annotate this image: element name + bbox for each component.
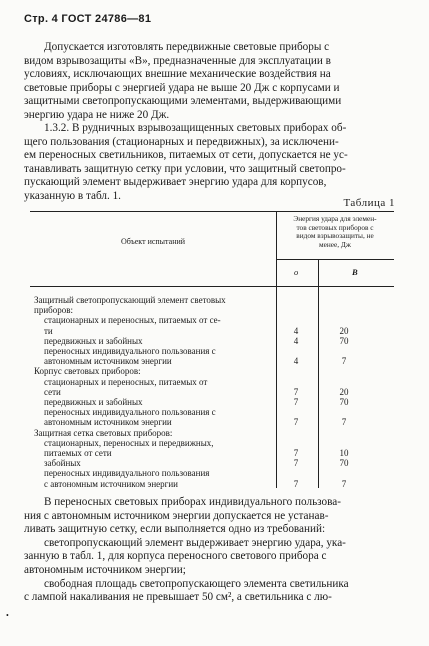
text-line: Допускается изготовлять передвижные световые приборы с: [44, 41, 330, 53]
row-label: переносных индивидуального пользования с: [44, 346, 216, 356]
column-header-object: Объект испытаний: [120, 237, 186, 246]
header-line: тов световых приборов с: [296, 222, 374, 232]
value-o: 7: [293, 386, 299, 397]
row-label: Корпус световых приборов:: [34, 366, 141, 377]
text-line: свободная площадь светопропускающего элемента светильника: [44, 577, 349, 590]
table-header-rule: [30, 286, 394, 287]
margin-mark: •: [6, 611, 9, 620]
text-line: занную в табл. 1, для корпуса переносного светового прибора с: [24, 550, 327, 563]
value-v: 7: [341, 417, 347, 428]
header-line: менее, Дж: [319, 239, 351, 249]
table-top-rule: [30, 211, 394, 212]
row-label: переносных индивидуального пользования с: [44, 407, 216, 418]
paragraph-3: [24, 496, 402, 605]
table-column-rule: [276, 211, 277, 488]
page-header: Стр. 4 ГОСТ 24786—81: [24, 13, 152, 25]
value-v: 7: [341, 356, 347, 367]
value-o: 7: [293, 478, 299, 489]
text-line: ливать защитную сетку, если выполняется одно из требований:: [24, 523, 326, 536]
row-label: стационарных и переносных, питаемых от се-: [44, 315, 221, 326]
value-o: 4: [293, 356, 299, 367]
value-v: 70: [339, 335, 349, 346]
row-label: стационарных, переносных и передвижных,: [44, 437, 214, 448]
text-line: указанную в табл. 1.: [24, 189, 121, 202]
row-label: передвижных и забойных: [44, 335, 143, 346]
table-caption: Таблица 1: [343, 197, 395, 209]
table-subheader-rule: [276, 259, 394, 260]
text-line: пускающий элемент выдерживает энергию удара для корпусов,: [24, 176, 327, 189]
row-label: с автономным источником энергии: [44, 478, 178, 489]
row-label: ти: [44, 325, 53, 336]
value-v: 20: [339, 386, 349, 397]
row-label: Защитный светопропускающий элемент световых: [34, 295, 226, 305]
text-line: световые приборы с энергией удара не выше 20 Дж с корпусами и: [24, 81, 340, 94]
text-line: автономным источником энергии;: [24, 563, 186, 576]
value-o: 7: [293, 417, 299, 428]
row-label: автономным источником энергии: [44, 356, 172, 367]
row-label: забойных: [44, 458, 81, 469]
column-header-energy: [278, 215, 392, 249]
value-o: 7: [293, 458, 299, 469]
table-1: [30, 211, 394, 488]
text-line: ем переносных светильников, питаемых от сети, допускается не ус-: [24, 149, 348, 162]
text-line: видом взрывозащиты «В», предназначенные для эксплуатации в: [24, 54, 331, 67]
paragraph-2: [24, 122, 402, 204]
text-line: энергию удара не ниже 20 Дж.: [24, 108, 170, 121]
subcolumn-header-o: о: [294, 267, 299, 277]
text-line: светопропускающий элемент выдерживает энергию удара, ука-: [44, 536, 346, 549]
paragraph-1: [24, 41, 402, 123]
row-label: стационарных и переносных, питаемых от: [44, 376, 208, 387]
text-line: 1.3.2. В рудничных взрывозащищенных световых приборах об-: [44, 122, 347, 134]
row-label: сети: [44, 386, 61, 397]
text-line: ния с автономным источником энергии допускается не устанав-: [24, 509, 329, 522]
text-line: условиях, исключающих внешние механические воздействия на: [24, 68, 331, 81]
value-o: 7: [293, 448, 299, 458]
value-o: 4: [293, 325, 299, 336]
subcolumn-header-v: В: [352, 267, 358, 277]
text-line: танавливать защитную сетку при условии, что защитный светопро-: [24, 162, 346, 175]
table-subcolumn-rule: [318, 259, 319, 488]
row-label: питаемых от сети: [44, 448, 112, 458]
row-label: приборов:: [34, 305, 73, 316]
value-o: 7: [293, 397, 299, 407]
text-line: с лампой накаливания не превышает 50 см², а светильника с лю-: [24, 591, 332, 604]
row-label: Защитная сетка световых приборов:: [34, 427, 173, 438]
value-v: 70: [339, 397, 349, 407]
value-v: 10: [339, 448, 349, 458]
value-v: 70: [339, 458, 349, 469]
row-label: передвижных и забойных: [44, 397, 143, 407]
header-line: видом взрывозащиты, не: [296, 231, 374, 241]
row-label: переносных индивидуального пользования: [44, 468, 210, 479]
text-line: щего пользования (стационарных и передвижных), за исключени-: [24, 135, 339, 148]
header-line: Энергия удара для элемен-: [293, 214, 377, 223]
value-v: 20: [339, 325, 349, 336]
text-line: В переносных световых приборах индивидуального пользова-: [44, 496, 341, 508]
row-label: автономным источником энергии: [44, 417, 172, 428]
value-o: 4: [293, 335, 299, 346]
value-v: 7: [341, 478, 347, 489]
text-line: защитными светопропускающими элементами, выдерживающими: [24, 95, 342, 108]
